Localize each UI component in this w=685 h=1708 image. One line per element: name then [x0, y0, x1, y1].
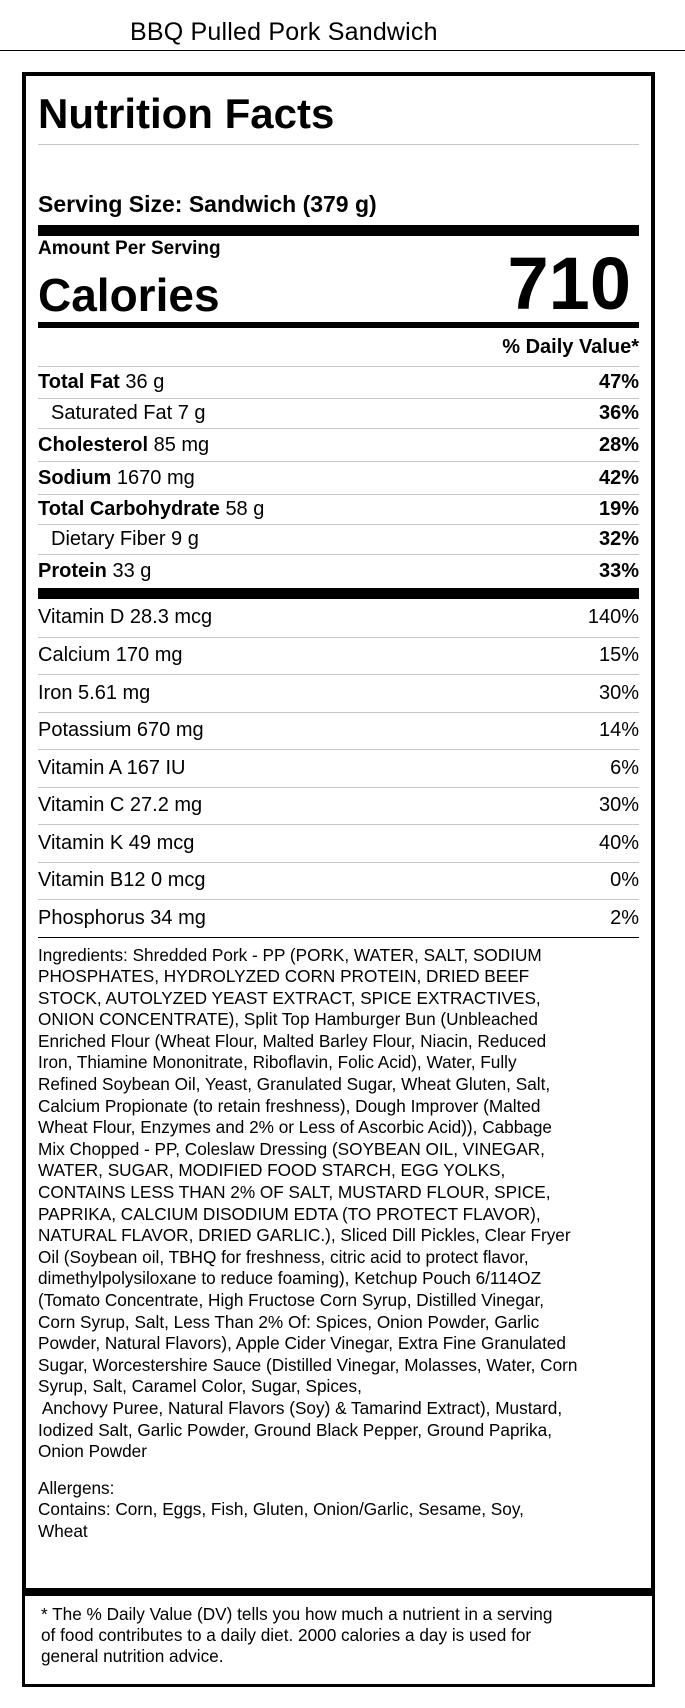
vitamin-row	[38, 599, 639, 637]
ingredients-line: PAPRIKA, CALCIUM DISODIUM EDTA (TO PROTECT FLAVOR),	[38, 1203, 541, 1224]
vitamin-dv: 40%	[598, 831, 639, 854]
vitamin-dv: 0%	[610, 869, 639, 892]
ingredients-line: Calcium Propionate (to retain freshness), Dough Improver (Malted	[38, 1095, 541, 1116]
calories-value: 710	[507, 242, 631, 325]
nutrient-name: Protein	[38, 560, 107, 582]
ingredients-line: Oil (Soybean oil, TBHQ for freshness, citric acid to protect flavor,	[38, 1246, 529, 1267]
divider	[38, 144, 639, 145]
nutrient-amount: 58 g	[225, 498, 265, 520]
ingredients-line: Iron, Thiamine Mononitrate, Riboflavin, Folic Acid), Water, Fully	[38, 1052, 517, 1073]
ingredients-line: Iodized Salt, Garlic Powder, Ground Black Pepper, Ground Paprika,	[38, 1419, 552, 1440]
nutrition-facts-panel	[22, 72, 655, 1592]
amount-per-serving: Amount Per Serving	[38, 238, 221, 259]
ingredients-line: NATURAL FLAVOR, DRIED GARLIC.), Sliced Dill Pickles, Clear Fryer	[38, 1225, 571, 1246]
nutrient-label	[38, 434, 209, 457]
vitamin-label: Phosphorus 34 mg	[38, 906, 206, 929]
nutrient-name: Total Carbohydrate	[38, 498, 220, 520]
ingredients-line: Wheat Flour, Enzymes and 2% or Less of Ascorbic Acid)), Cabbage	[38, 1117, 552, 1138]
nutrient-name: Dietary Fiber	[51, 528, 166, 550]
vitamin-row	[38, 862, 639, 900]
nutrient-amount: 9 g	[171, 528, 199, 550]
nutrient-dv: 47%	[598, 371, 639, 393]
vitamin-row	[38, 712, 639, 750]
vitamin-row	[38, 899, 639, 937]
nutrient-label	[38, 402, 206, 425]
ingredients-line: Syrup, Salt, Caramel Color, Sugar, Spices,	[38, 1376, 362, 1397]
nutrient-amount: 33 g	[112, 560, 152, 582]
vitamin-row	[38, 787, 639, 825]
nutrient-dv: 33%	[598, 560, 639, 582]
ingredients-line: Anchovy Puree, Natural Flavors (Soy) & Tamarind Extract), Mustard,	[38, 1397, 563, 1418]
ingredients-line: STOCK, AUTOLYZED YEAST EXTRACT, SPICE EXTRACTIVES,	[38, 987, 541, 1008]
nutrient-amount: 85 mg	[153, 433, 210, 456]
nutrient-row-protein	[38, 554, 639, 588]
nutrient-label	[38, 560, 151, 583]
nutrient-label	[38, 467, 195, 490]
vitamin-row	[38, 674, 639, 712]
vitamin-row	[38, 637, 639, 675]
vitamin-label: Potassium 670 mg	[38, 719, 204, 742]
ingredients-line: Mix Chopped - PP, Coleslaw Dressing (SOYBEAN OIL, VINEGAR,	[38, 1138, 545, 1159]
nutrient-row-cholesterol	[38, 428, 639, 461]
vitamin-dv: 15%	[598, 644, 639, 667]
daily-value-footnote	[22, 1592, 655, 1687]
vitamin-label: Vitamin B12 0 mcg	[38, 869, 206, 892]
vitamin-dv: 30%	[598, 794, 639, 817]
nutrient-row-saturated-fat	[38, 398, 639, 428]
ingredients-line: ONION CONCENTRATE), Split Top Hamburger Bun (Unbleached	[38, 1009, 538, 1030]
vitamin-label: Calcium 170 mg	[38, 644, 183, 667]
vitamin-dv: 14%	[598, 719, 639, 742]
serving-size: Serving Size: Sandwich (379 g)	[38, 191, 377, 217]
thick-divider	[38, 225, 639, 236]
nutrient-label	[38, 371, 164, 394]
nutrient-amount: 36 g	[125, 371, 165, 393]
vitamin-label: Vitamin A 167 IU	[38, 756, 186, 779]
ingredients-line: Onion Powder	[38, 1441, 147, 1462]
nutrient-dv: 32%	[598, 528, 639, 550]
nutrient-name: Cholesterol	[38, 433, 149, 456]
allergens-line: Contains: Corn, Eggs, Fish, Gluten, Onion/Garlic, Sesame, Soy,	[38, 1499, 524, 1520]
ingredients-list	[38, 937, 639, 1463]
ingredients-line: Corn Syrup, Salt, Less Than 2% Of: Spices, Onion Powder, Garlic	[38, 1311, 540, 1332]
vitamin-dv: 6%	[610, 756, 639, 779]
vitamin-label: Vitamin K 49 mcg	[38, 831, 195, 854]
ingredients-line: WATER, SUGAR, MODIFIED FOOD STARCH, EGG YOLKS,	[38, 1160, 506, 1181]
daily-value-header: % Daily Value*	[502, 336, 639, 358]
vitamin-row	[38, 749, 639, 787]
vitamin-label: Vitamin D 28.3 mcg	[38, 606, 213, 629]
product-title: BBQ Pulled Pork Sandwich	[130, 18, 438, 46]
nutrient-label	[38, 528, 199, 551]
allergens-heading: Allergens:	[38, 1477, 115, 1498]
title-underline	[0, 50, 685, 51]
ingredients-line: Sugar, Worcestershire Sauce (Distilled Vinegar, Molasses, Water, Corn	[38, 1354, 578, 1375]
vitamin-row	[38, 824, 639, 862]
ingredients-line: Ingredients: Shredded Pork - PP (PORK, WATER, SALT, SODIUM	[38, 944, 542, 965]
nutrient-amount: 1670 mg	[116, 466, 195, 489]
nutrition-facts-heading: Nutrition Facts	[38, 90, 335, 137]
ingredients-line: Powder, Natural Flavors), Apple Cider Vinegar, Extra Fine Granulated	[38, 1333, 566, 1354]
nutrient-dv: 36%	[598, 402, 639, 424]
vitamin-label: Iron 5.61 mg	[38, 681, 151, 704]
nutrient-row-sodium	[38, 461, 639, 494]
nutrient-dv: 19%	[598, 498, 639, 520]
vitamin-dv: 2%	[610, 906, 639, 929]
nutrient-name: Total Fat	[38, 371, 120, 393]
ingredients-line: Refined Soybean Oil, Yeast, Granulated Sugar, Wheat Gluten, Salt,	[38, 1074, 551, 1095]
ingredients-line: Enriched Flour (Wheat Flour, Malted Barley Flour, Niacin, Reduced	[38, 1030, 547, 1051]
vitamin-dv: 140%	[587, 606, 639, 629]
vitamin-label: Vitamin C 27.2 mg	[38, 794, 203, 817]
footnote-line: * The % Daily Value (DV) tells you how much a nutrient in a serving	[41, 1604, 553, 1624]
footnote-line: of food contributes to a daily diet. 2000 calories a day is used for	[41, 1625, 532, 1645]
calories-label: Calories	[38, 269, 220, 321]
ingredients-line: PHOSPHATES, HYDROLYZED CORN PROTEIN, DRIED BEEF	[38, 966, 530, 987]
nutrient-dv: 28%	[598, 433, 639, 456]
allergens-line: Wheat	[38, 1520, 88, 1541]
ingredients-line: dimethylpolysiloxane to reduce foaming), Ketchup Pouch 6/114OZ	[38, 1268, 542, 1289]
ingredients-line: (Tomato Concentrate, High Fructose Corn Syrup, Distilled Vinegar,	[38, 1290, 544, 1310]
nutrient-name: Saturated Fat	[51, 402, 173, 424]
nutrient-row-total-carbohydrate	[38, 494, 639, 524]
allergens-list	[38, 1499, 639, 1542]
thick-divider	[38, 588, 639, 599]
vitamin-dv: 30%	[598, 681, 639, 704]
nutrient-name: Sodium	[38, 466, 112, 489]
nutrient-row-total-fat	[38, 366, 639, 398]
nutrient-dv: 42%	[598, 466, 639, 489]
nutrient-label	[38, 498, 264, 521]
nutrient-amount: 7 g	[177, 402, 206, 424]
footnote-line: general nutrition advice.	[41, 1646, 224, 1666]
nutrient-row-dietary-fiber	[38, 524, 639, 554]
ingredients-line: CONTAINS LESS THAN 2% OF SALT, MUSTARD FLOUR, SPICE,	[38, 1182, 551, 1203]
